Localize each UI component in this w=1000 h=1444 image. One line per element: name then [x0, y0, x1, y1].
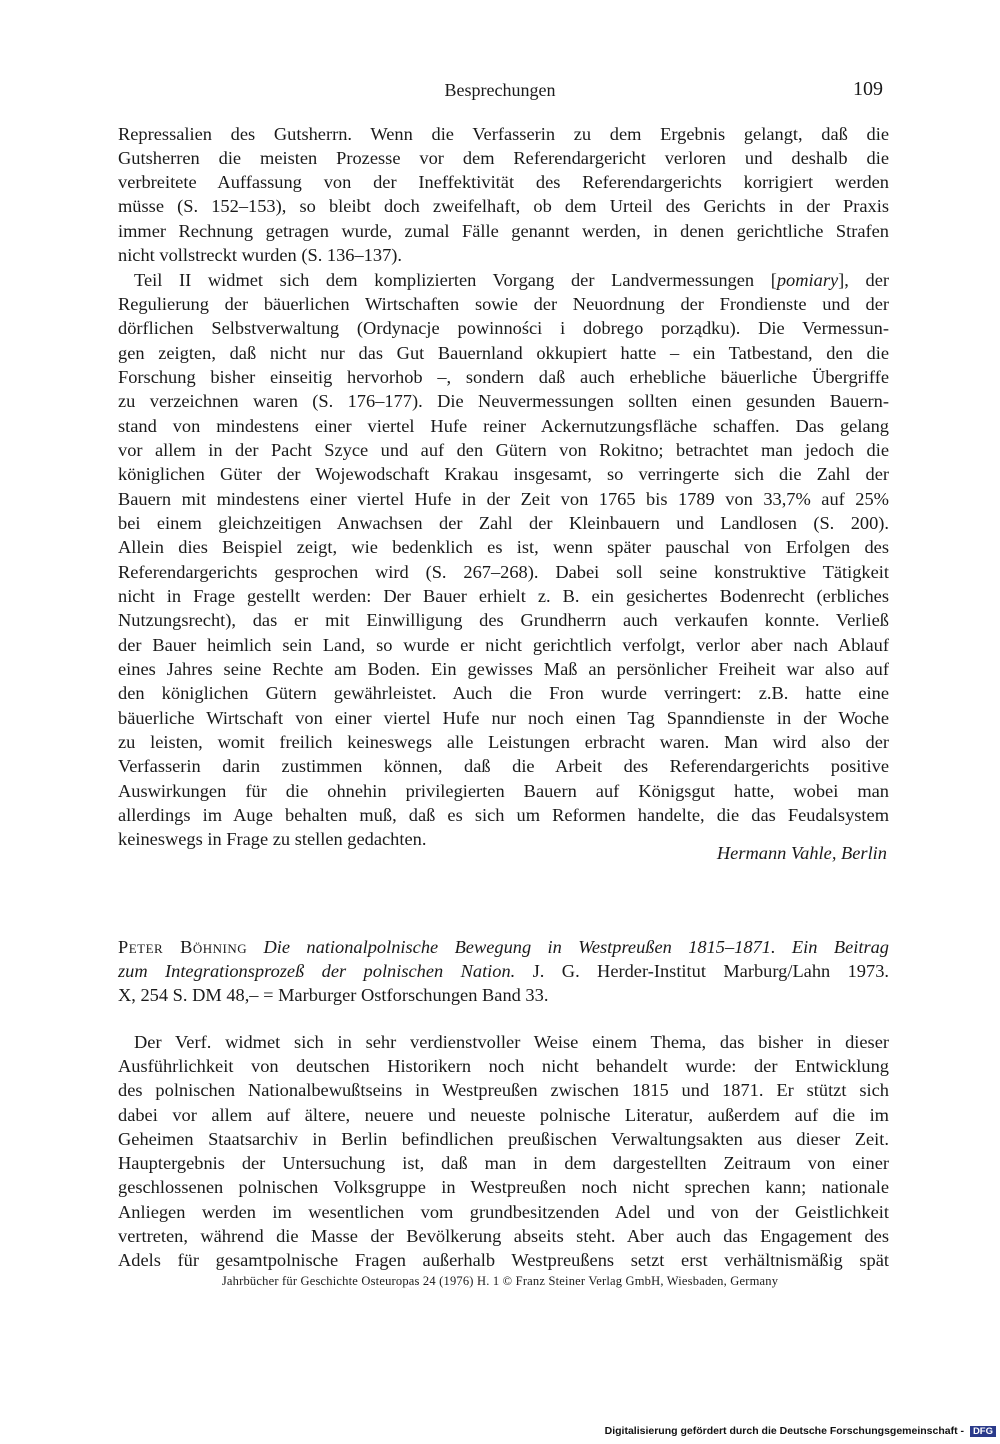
text-line: Auswirkungen für die ohnehin privilegierten Bauern auf Königsgut hatte, wobei man	[118, 781, 889, 801]
citation-line: X, 254 S. DM 48,– = Marburger Ostforschungen Band 33.	[118, 985, 549, 1005]
text-line: bäuerliche Wirtschaft von einer viertel Hufe nur noch einen Tag Spanndienste in der Woche	[118, 708, 889, 728]
text-line: allerdings im Auge behalten muß, daß es sich um Reformen handelte, die das Feudalsystem	[118, 805, 889, 825]
citation-line	[118, 935, 889, 959]
text-line: Adels für gesamtpolnische Fragen außerhalb Westpreußens setzt erst verhältnismäßig spät	[118, 1250, 889, 1270]
reviewer-signature: Hermann Vahle, Berlin	[716, 843, 887, 863]
text-line: Der Verf. widmet sich in sehr verdienstvoller Weise einem Thema, das bisher in dieser	[134, 1032, 889, 1052]
text-line: Gutsherren die meisten Prozesse vor dem Referendargericht verloren und deshalb die	[118, 148, 889, 168]
text-line: keineswegs in Frage zu stellen gedachten.	[118, 829, 427, 849]
journal-footer: Jahrbücher für Geschichte Osteuropas 24 (1976) H. 1 © Franz Steiner Verlag GmbH, Wiesbaden, Germany	[221, 1274, 779, 1288]
text-line: immer Rechnung getragen wurde, zumal Fälle genannt werden, in denen gerichtliche Strafen	[118, 221, 889, 241]
text-line: dörflichen Selbstverwaltung (Ordynacje powinności i dobrego porządku). Die Vermessun-	[118, 318, 889, 338]
text-line: geschlossenen polnischen Volksgruppe in Westpreußen noch nicht sprechen kann; nationale	[118, 1177, 889, 1197]
text-line: den königlichen Gütern gewährleistet. Auch die Fron wurde verringert: z.B. hatte eine	[118, 683, 889, 703]
book-title: Die nationalpolnische Bewegung in Westpreußen 1815–1871. Ein Beitrag	[263, 937, 889, 957]
text-line: verbreitete Auffassung von der Ineffektivität des Referendargerichts korrigiert werden	[118, 172, 889, 192]
running-header: Besprechungen	[444, 80, 556, 100]
text-line: Forschung bisher einseitig hervorhob –, sondern daß auch erhebliche bäuerliche Übergriffe	[118, 367, 889, 387]
page-number: 109	[853, 78, 883, 100]
text-line: müsse (S. 152–153), so bleibt doch zweifelhaft, ob dem Urteil des Gerichts in der Praxis	[118, 196, 889, 216]
text-line: Ausführlichkeit von deutschen Historikern noch nicht behandelt wurde: der Entwicklung	[118, 1056, 889, 1076]
text-line: Allein dies Beispiel zeigt, wie bedenklich es ist, wenn später pauschal von Erfolgen des	[118, 537, 889, 557]
text-line: dabei vor allem auf ältere, neuere und neueste polnische Literatur, außerdem auf die im	[118, 1105, 889, 1125]
text-line: Teil II widmet sich dem komplizierten Vorgang der Landvermessungen [pomiary], der	[134, 270, 889, 290]
text-line: nicht vollstreckt wurden (S. 136–137).	[118, 245, 402, 265]
text-line: Hauptergebnis der Untersuchung ist, daß man in dem dargestellten Zeitraum von einer	[118, 1153, 889, 1173]
text-line: zu verzeichnen waren (S. 176–177). Die Neuvermessungen sollten einen gesunden Bauern-	[118, 391, 889, 411]
text-line: stand von mindestens einer viertel Hufe reiner Ackernutzungsfläche schaffen. Das gelang	[118, 416, 889, 436]
text-line: gen zeigten, daß nicht nur das Gut Bauernland okkupiert hatte – ein Tatbestand, den die	[118, 343, 889, 363]
text-line: Verfasserin darin zustimmen können, daß die Arbeit des Referendargerichts positive	[118, 756, 889, 776]
digitization-credit	[605, 1425, 996, 1437]
citation-line: zum Integrationsprozeß der polnischen Nation. J. G. Herder-Institut Marburg/Lahn 1973.	[118, 961, 889, 981]
text-line: des polnischen Nationalbewußtseins in Westpreußen zwischen 1815 und 1871. Er stützt sich	[118, 1080, 889, 1100]
text-line: Anliegen werden im wesentlichen vom grundbesitzenden Adel und von der Geistlichkeit	[118, 1202, 889, 1222]
text-line: nicht in Frage gestellt werden: Der Bauer erhielt z. B. ein gesichertes Bodenrecht (erbliches	[118, 586, 889, 606]
text-line: Referendargerichts gesprochen wird (S. 267–268). Dabei soll seine konstruktive Tätigkeit	[118, 562, 889, 582]
text-line: Bauern mit mindestens einer viertel Hufe in der Zeit von 1765 bis 1789 von 33,7% auf 25%	[118, 489, 889, 509]
book-title-cont: zum Integrationsprozeß der polnischen Nation.	[118, 961, 516, 981]
author-name: Peter Böhning	[118, 937, 248, 957]
digitization-note: Digitalisierung gefördert durch die Deutsche Forschungsgemeinschaft -	[604, 1425, 965, 1437]
text-line: Nutzungsrecht), das er mit Einwilligung des Grundherrn auch verkaufen konnte. Verließ	[118, 610, 889, 630]
text-line: vertreten, während die Masse der Bevölkerung abseits steht. Aber auch das Engagement des	[118, 1226, 889, 1246]
dfg-logo: DFG	[970, 1426, 996, 1437]
text-line: eines Jahres seine Rechte am Boden. Ein gewisses Maß an persönlicher Freiheit war also auf	[118, 659, 889, 679]
text-line: zu leisten, womit freilich keineswegs alle Leistungen erbracht waren. Man wird also der	[118, 732, 889, 752]
text-line: Repressalien des Gutsherrn. Wenn die Verfasserin zu dem Ergebnis gelangt, daß die	[118, 124, 889, 144]
text-line: der Bauer heimlich sein Land, so wurde er nicht gerichtlich verfolgt, verlor aber nach Ablauf	[118, 635, 889, 655]
italic-term: pomiary	[776, 270, 839, 290]
text-line: bei einem gleichzeitigen Anwachsen der Zahl der Kleinbauern und Landlosen (S. 200).	[118, 513, 889, 533]
text-line: Regulierung der bäuerlichen Wirtschaften sowie der Neuordnung der Frondienste und der	[118, 294, 889, 314]
text-line: königlichen Güter der Wojewodschaft Krakau insgesamt, so verringerte sich die Zahl der	[118, 464, 889, 484]
text-line: vor allem in der Pacht Szyce und auf den Gütern von Rokitno; betrachtet man jedoch die	[118, 440, 889, 460]
text-line: Geheimen Staatsarchiv in Berlin befindlichen preußischen Verwaltungsakten aus dieser Zeit.	[118, 1129, 889, 1149]
